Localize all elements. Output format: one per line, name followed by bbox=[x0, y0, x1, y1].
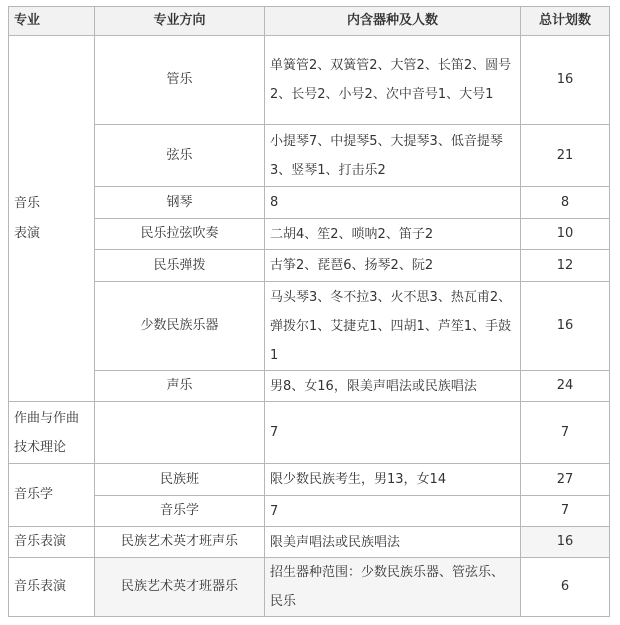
total-cell: 8 bbox=[521, 187, 610, 219]
table-row bbox=[9, 282, 610, 371]
major-cell: 音乐表演 bbox=[9, 558, 95, 617]
header-instruments: 内含器种及人数 bbox=[265, 7, 521, 36]
total-cell: 24 bbox=[521, 371, 610, 402]
direction-cell bbox=[95, 402, 265, 464]
table-row bbox=[9, 496, 610, 527]
total-cell: 21 bbox=[521, 125, 610, 187]
total-cell: 27 bbox=[521, 464, 610, 496]
direction-cell: 管乐 bbox=[95, 36, 265, 125]
instruments-cell: 马头琴3、冬不拉3、火不思3、热瓦甫2、弹拨尔1、艾捷克1、四胡1、芦笙1、手鼓1 bbox=[265, 282, 521, 371]
total-cell: 10 bbox=[521, 219, 610, 250]
major-cell: 音乐表演 bbox=[9, 527, 95, 558]
major-cell: 音乐 表演 bbox=[9, 36, 95, 402]
total-cell: 7 bbox=[521, 402, 610, 464]
direction-cell: 弦乐 bbox=[95, 125, 265, 187]
instruments-cell: 限少数民族考生，男13，女14 bbox=[265, 464, 521, 496]
total-cell: 16 bbox=[521, 527, 610, 558]
table-row bbox=[9, 187, 610, 219]
header-major: 专业 bbox=[9, 7, 95, 36]
total-cell: 16 bbox=[521, 282, 610, 371]
table-row bbox=[9, 402, 610, 464]
instruments-cell: 7 bbox=[265, 496, 521, 527]
direction-cell: 民族艺术英才班声乐 bbox=[95, 527, 265, 558]
instruments-cell: 7 bbox=[265, 402, 521, 464]
instruments-cell: 男8、女16，限美声唱法或民族唱法 bbox=[265, 371, 521, 402]
direction-cell: 民乐弹拨 bbox=[95, 250, 265, 282]
table-header-row bbox=[9, 7, 610, 36]
table-row bbox=[9, 219, 610, 250]
table-row bbox=[9, 558, 610, 617]
direction-cell: 民乐拉弦吹奏 bbox=[95, 219, 265, 250]
instruments-cell: 招生器种范围：少数民族乐器、管弦乐、民乐 bbox=[265, 558, 521, 617]
table-row bbox=[9, 250, 610, 282]
direction-cell: 少数民族乐器 bbox=[95, 282, 265, 371]
table-row bbox=[9, 36, 610, 125]
major-cell: 作曲与作曲技术理论 bbox=[9, 402, 95, 464]
direction-cell: 钢琴 bbox=[95, 187, 265, 219]
direction-cell: 声乐 bbox=[95, 371, 265, 402]
header-total: 总计划数 bbox=[521, 7, 610, 36]
instruments-cell: 单簧管2、双簧管2、大管2、长笛2、圆号2、长号2、小号2、次中音号1、大号1 bbox=[265, 36, 521, 125]
total-cell: 12 bbox=[521, 250, 610, 282]
instruments-cell: 8 bbox=[265, 187, 521, 219]
enrollment-plan-table bbox=[8, 6, 610, 617]
direction-cell: 民族艺术英才班器乐 bbox=[95, 558, 265, 617]
table-row bbox=[9, 125, 610, 187]
total-cell: 16 bbox=[521, 36, 610, 125]
instruments-cell: 限美声唱法或民族唱法 bbox=[265, 527, 521, 558]
instruments-cell: 小提琴7、中提琴5、大提琴3、低音提琴3、竖琴1、打击乐2 bbox=[265, 125, 521, 187]
total-cell: 7 bbox=[521, 496, 610, 527]
table-row bbox=[9, 464, 610, 496]
direction-cell: 音乐学 bbox=[95, 496, 265, 527]
total-cell: 6 bbox=[521, 558, 610, 617]
header-direction: 专业方向 bbox=[95, 7, 265, 36]
major-cell: 音乐学 bbox=[9, 464, 95, 527]
instruments-cell: 二胡4、笙2、唢呐2、笛子2 bbox=[265, 219, 521, 250]
instruments-cell: 古筝2、琵琶6、扬琴2、阮2 bbox=[265, 250, 521, 282]
table-row bbox=[9, 371, 610, 402]
table-row bbox=[9, 527, 610, 558]
direction-cell: 民族班 bbox=[95, 464, 265, 496]
